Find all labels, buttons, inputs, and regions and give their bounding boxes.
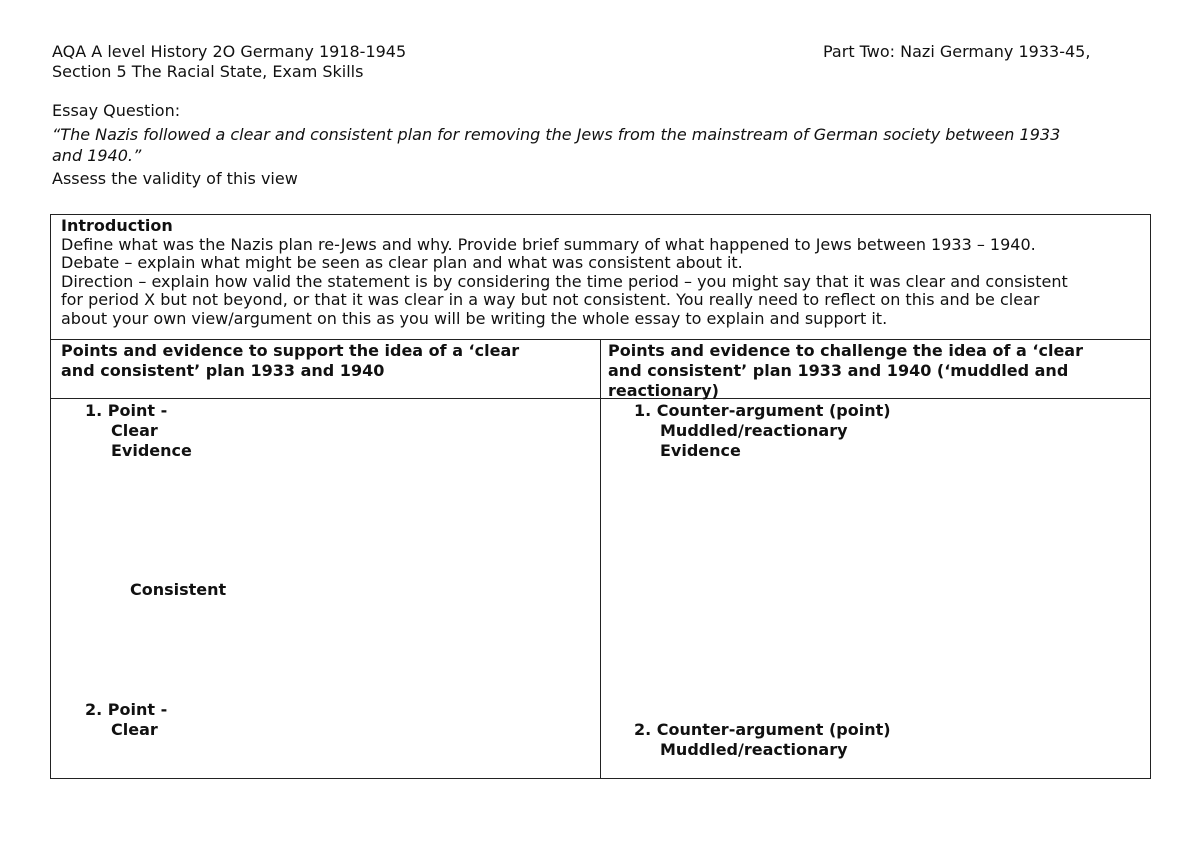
support-header-line2: and consistent’ plan 1933 and 1940 <box>61 361 385 380</box>
essay-label: Essay Question: <box>52 101 181 120</box>
essay-quote-line2: and 1940.” <box>52 146 142 165</box>
intro-line: for period X but not beyond, or that it was clear in a way but not consistent. You really need to reflect on this and be clear <box>61 290 1040 310</box>
support-point1-label: 1. Point - <box>85 401 168 420</box>
intro-line: Define what was the Nazis plan re-Jews and why. Provide brief summary of what happened to Jews between 1933 – 1940. <box>61 234 1036 254</box>
support-point1-evidence: Evidence <box>111 441 192 460</box>
support-point2-clear: Clear <box>111 720 158 739</box>
intro-line: Debate – explain what might be seen as clear plan and what was consistent about it. <box>61 253 743 273</box>
intro-title: Introduction <box>61 216 173 235</box>
support-point2-label: 2. Point - <box>85 700 168 719</box>
intro-line: about your own view/argument on this as you will be writing the whole essay to explain and support it. <box>61 308 888 328</box>
column-divider <box>600 340 601 778</box>
challenge-header-line1: Points and evidence to challenge the idea of a ‘clear <box>608 341 1083 360</box>
part-title: Part Two: Nazi Germany 1933-45, <box>823 42 1091 61</box>
introduction-cell <box>51 215 1150 340</box>
planning-table <box>50 214 1151 779</box>
intro-line: Direction – explain how valid the statement is by considering the time period – you might say that it was clear and consistent <box>61 271 1068 291</box>
challenge-point1-label: 1. Counter-argument (point) <box>634 401 891 420</box>
challenge-point2-muddled: Muddled/reactionary <box>660 740 848 759</box>
course-title: AQA A level History 2O Germany 1918-1945 <box>52 42 407 61</box>
challenge-point1-muddled: Muddled/reactionary <box>660 421 848 440</box>
support-header-line1: Points and evidence to support the idea of a ‘clear <box>61 341 520 360</box>
essay-instruction: Assess the validity of this view <box>52 169 298 188</box>
support-point1-clear: Clear <box>111 421 158 440</box>
challenge-point1-evidence: Evidence <box>660 441 741 460</box>
header-row-divider <box>51 398 1150 399</box>
essay-quote-line1: “The Nazis followed a clear and consistent plan for removing the Jews from the mainstream of German society between 1933 <box>52 125 1061 144</box>
challenge-header-line2: and consistent’ plan 1933 and 1940 (‘muddled and <box>608 361 1069 380</box>
section-title: Section 5 The Racial State, Exam Skills <box>52 62 364 81</box>
support-consistent: Consistent <box>130 580 227 599</box>
challenge-header-line3: reactionary) <box>608 381 719 400</box>
challenge-point2-label: 2. Counter-argument (point) <box>634 720 891 739</box>
